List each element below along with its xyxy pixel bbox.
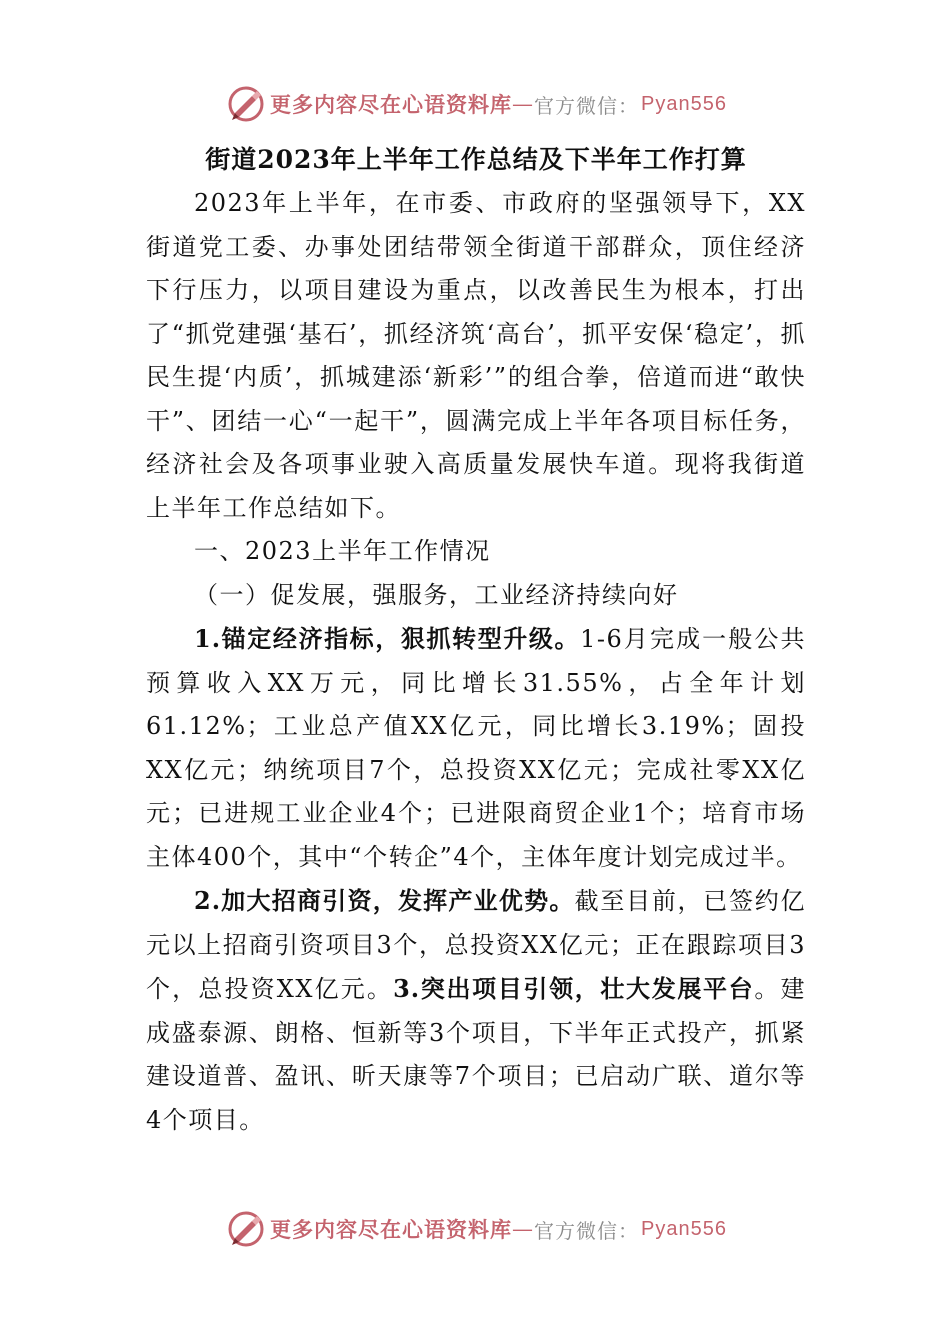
pen-circle-logo-icon [226,84,266,124]
item-2-heading: 2.加大招商引资，发挥产业优势。 [194,886,575,915]
watermark-footer [226,1207,727,1251]
watermark-header [226,82,727,126]
item-1-text: 1-6月完成一般公共预算收入XX万元，同比增长31.55%，占全年计划61.12%；工业总产值XX亿元，同比增长3.19%；固投XX亿元；纳统项目7个，总投资XX亿元；完成社零XX亿元；已进规工业企业4个；已进限商贸企业1个；培育市场主体400个，其中“个转企”4个，主体年度计划完成过半。 [146,625,806,871]
document-title: 街道2023年上半年工作总结及下半年工作打算 [205,145,747,174]
item-3-heading: 3.突出项目引领，壮大发展平台 [393,974,755,1003]
item-2-text: 截至目前，已签约亿元以上招商引资项目3个，总投资XX亿元；正在跟踪项目3个，总投资XX亿元。 [146,887,807,1003]
watermark-main-text: 更多内容尽在心语资料库 [270,92,512,117]
subsection-heading-1: （一）促发展，强服务，工业经济持续向好 [194,580,679,609]
item-1-paragraph [146,617,806,879]
watermark-dash: — [512,1217,534,1241]
watermark-wechat-id: Pyan556 [641,92,727,115]
section-heading-1: 一、2023上半年工作情况 [194,537,491,565]
item-1-heading: 1.锚定经济指标，狠抓转型升级。 [194,624,581,653]
pen-circle-logo-icon [226,1209,266,1249]
watermark-sub-text: 官方微信： [534,93,639,118]
item-2-paragraph [146,879,806,1142]
watermark-wechat-id: Pyan556 [641,1217,727,1240]
watermark-dash: — [512,92,534,116]
watermark-main-text: 更多内容尽在心语资料库 [270,1217,512,1242]
document-body [146,138,806,1142]
item-3-text: 。建成盛泰源、朗格、恒新等3个项目，下半年正式投产，抓紧建设道普、盈讯、昕天康等7个项目；已启动广联、道尔等4个项目。 [146,975,807,1134]
watermark-sub-text: 官方微信： [534,1218,639,1243]
intro-paragraph: 2023年上半年，在市委、市政府的坚强领导下，XX街道党工委、办事处团结带领全街道干部群众，顶住经济下行压力，以项目建设为重点，以改善民生为根本，打出了“抓党建强‘基石’，抓经济筑‘高台’，抓平安保‘稳定’，抓民生提‘内质’，抓城建添‘新彩’”的组合拳，倍道而进“敢快干”、团结一心“一起干”，圆满完成上半年各项目标任务，经济社会及各项事业驶入高质量发展快车道。现将我街道上半年工作总结如下。 [146,189,806,522]
